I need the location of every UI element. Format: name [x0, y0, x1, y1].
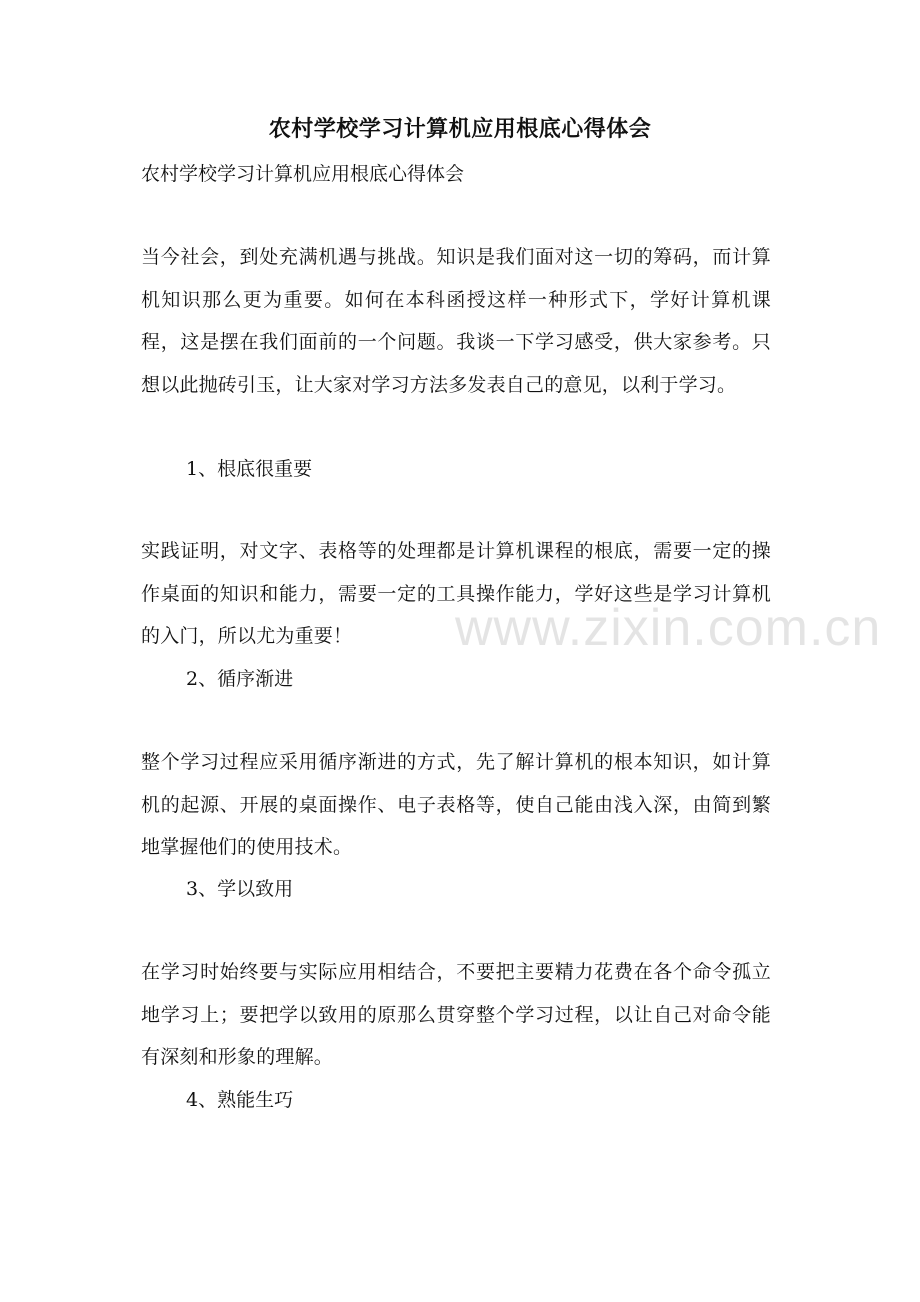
intro-paragraph: 当今社会，到处充满机遇与挑战。知识是我们面对这一切的筹码，而计算机知识那么更为重要。如何在本科函授这样一种形式下，学好计算机课程，这是摆在我们面前的一个问题。我谈一下学习感受，供大家参考。只想以此抛砖引玉，让大家对学习方法多发表自己的意见，以利于学习。 [141, 246, 771, 396]
section-heading-2: 2、循序渐进 [186, 668, 294, 690]
section-body-3: 在学习时始终要与实际应用相结合，不要把主要精力花费在各个命令孤立地学习上；要把学以致用的原那么贯穿整个学习过程，以让自己对命令能有深刻和形象的理解。 [141, 961, 771, 1068]
document-subtitle: 农村学校学习计算机应用根底心得体会 [141, 163, 465, 185]
watermark: www.zixin.com.cn [455, 599, 882, 657]
section-body-2: 整个学习过程应采用循序渐进的方式，先了解计算机的根本知识，如计算机的起源、开展的桌面操作、电子表格等，使自己能由浅入深，由简到繁地掌握他们的使用技术。 [141, 751, 771, 858]
section-heading-1: 1、根底很重要 [186, 458, 313, 480]
section-heading-4: 4、熟能生巧 [186, 1089, 294, 1111]
section-body-1: 实践证明，对文字、表格等的处理都是计算机课程的根底，需要一定的操作桌面的知识和能力，需要一定的工具操作能力，学好这些是学习计算机的入门，所以尤为重要！ [141, 540, 771, 647]
section-heading-3: 3、学以致用 [186, 878, 294, 900]
document-title: 农村学校学习计算机应用根底心得体会 [268, 116, 652, 142]
